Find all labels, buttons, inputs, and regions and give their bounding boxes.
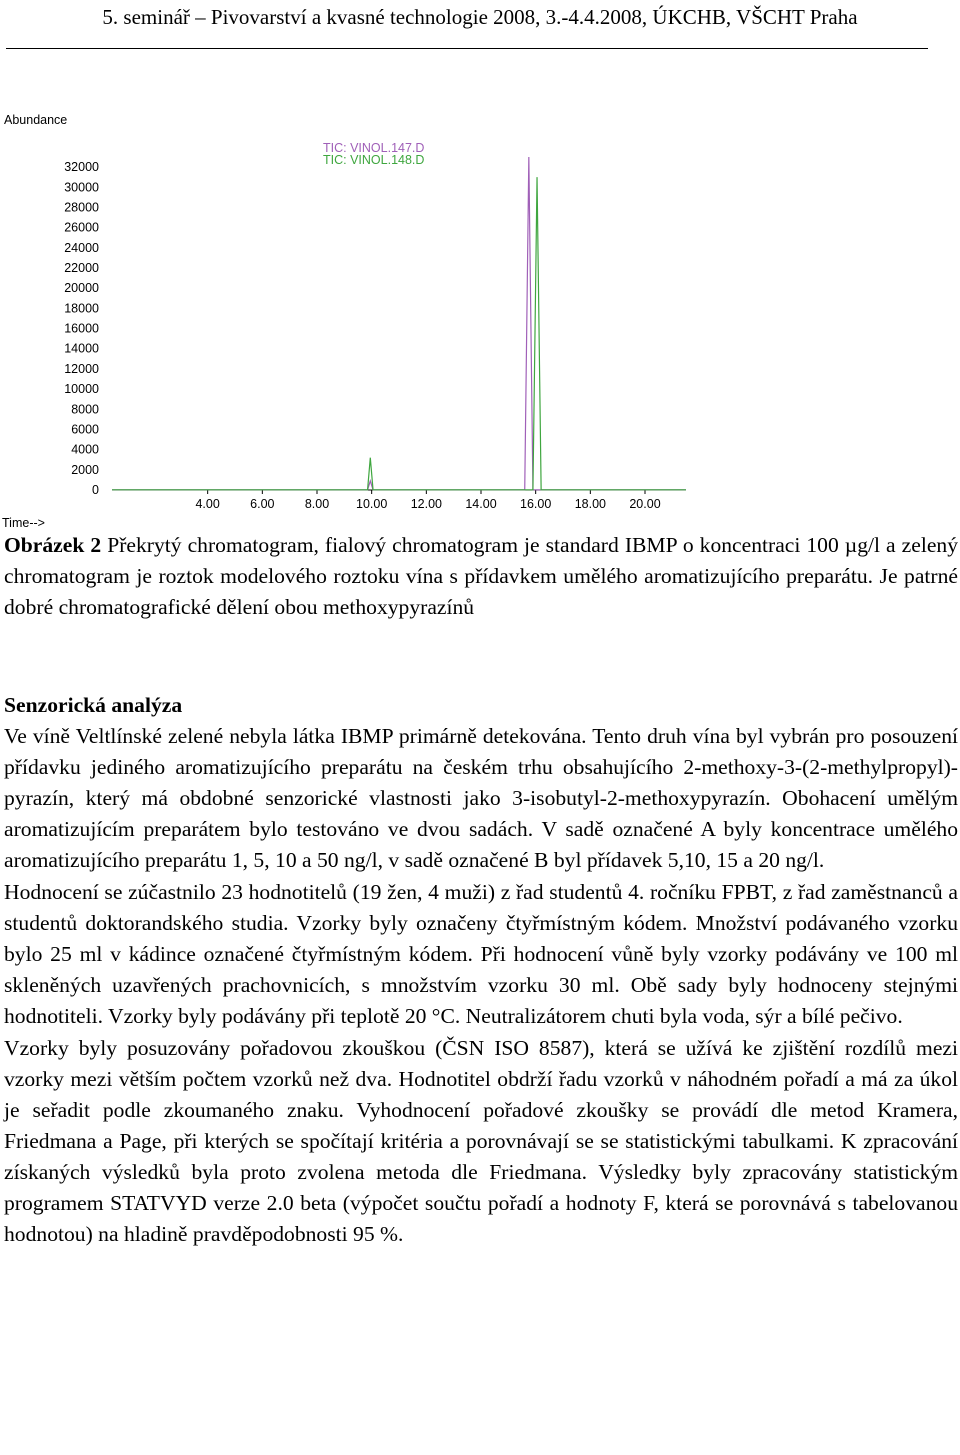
figure-caption-text: Překrytý chromatogram, fialový chromatogram je standard IBMP o koncentraci 100 µg/l a zelený chromatogram je roztok modelového roztoku vína s přídavkem umělého aromatizujícího preparátu. Je patrné dobré chromatografické dělení obou methoxypyrazínů	[4, 533, 959, 619]
figure-caption	[4, 530, 958, 623]
y-tick-label: 0	[92, 483, 99, 497]
section-title: Senzorická analýza	[4, 693, 183, 717]
x-tick-label: 4.00	[195, 497, 220, 511]
y-tick-label: 32000	[64, 160, 99, 175]
y-tick-label: 20000	[64, 281, 99, 296]
chart-legend	[323, 141, 424, 167]
x-tick-label: 10.00	[356, 497, 388, 511]
y-tick-label: 16000	[64, 321, 99, 336]
y-tick-label: 12000	[64, 361, 99, 376]
x-tick-label: 14.00	[465, 497, 497, 511]
page-header: 5. seminář – Pivovarství a kvasné technologie 2008, 3.-4.4.2008, ÚKCHB, VŠCHT Praha	[102, 5, 858, 29]
paragraph-ranking-test: Vzorky byly posuzovány pořadovou zkouškou (ČSN ISO 8587), která se užívá ke zjištění rozdílů mezi vzorky mezi větším počtem vzorků než dva. Hodnotitel obdrží řadu vzorků v náhodném pořadí a má za úkol je seřadit podle zkoumaného znaku. Vyhodnocení pořadové zkoušky se provádí dle metod Kramera, Friedmana a Page, při kterých se spočítají kritéria a porovnávají se se statistickými tabulkami. K zpracování získaných výsledků byla proto zvolena metoda dle Friedmana. Výsledky byly zpracovány statistickým programem STATVYD verze 2.0 beta (výpočet součtu pořadí a hodnoty F, která se porovnává s tabelovanou hodnotou) na hladině pravděpodobnosti 95 %.	[4, 1036, 958, 1246]
chromatogram-chart	[0, 100, 960, 530]
y-tick-label: 10000	[64, 382, 99, 397]
paragraph-evaluation: Hodnocení se zúčastnilo 23 hodnotitelů (19 žen, 4 muži) z řad studentů 4. ročníku FPBT, z řad zaměstnanců a studentů doktorandského studia. Vzorky byly označeny čtyřmístným kódem. Množství podávaného vzorku bylo 25 ml v kádince označené čtyřmístným kódem. Při hodnocení vůně byly vzorky podávány ve 100 ml skleněných uzavřených prachovnicích, s množstvím vzorku 30 ml. Obě sady byly hodnoceny stejnými hodnotiteli. Vzorky byly podávány při teplotě 20 °C. Neutralizátorem chuti byla voda, sýr a bílé pečivo.	[4, 880, 958, 1028]
x-tick-label: 12.00	[410, 497, 442, 511]
chromatogram-traces	[112, 157, 686, 490]
y-tick-label: 18000	[64, 301, 99, 316]
x-tick-label: 20.00	[629, 497, 661, 511]
x-axis-label: Time-->	[2, 516, 45, 530]
trace-series-1	[112, 157, 686, 490]
legend-entry-series-1: TIC: VINOL.147.D	[323, 141, 425, 155]
legend-entry-series-2: TIC: VINOL.148.D	[323, 153, 425, 167]
header-rule	[6, 48, 928, 49]
body-text	[4, 721, 958, 1250]
trace-series-2	[112, 177, 686, 490]
x-tick-label: 16.00	[520, 497, 552, 511]
x-tick-label: 8.00	[304, 497, 330, 511]
y-tick-label: 8000	[71, 402, 99, 417]
x-tick-labels	[195, 490, 660, 511]
figure-label: Obrázek 2	[4, 533, 102, 557]
y-tick-label: 30000	[64, 180, 99, 195]
y-tick-label: 26000	[64, 220, 99, 235]
y-tick-label: 4000	[71, 442, 99, 457]
y-tick-label: 22000	[64, 261, 99, 275]
paragraph-sample-preparation: Ve víně Veltlínské zelené nebyla látka IBMP primárně detekována. Tento druh vína byl vybrán pro posouzení přídavku jediného aromatizujícího preparátu na českém trhu obsahujícího 2-methoxy-3-(2-methylpropyl)-pyrazín, který má obdobné senzorické vlastnosti jako 3-isobutyl-2-methoxypyrazín. Obohacení umělým aromatizujícím preparátem bylo testováno ve dvou sadách. V sadě označené A byly koncentrace umělého aromatizujícího preparátu 1, 5, 10 a 50 ng/l, v sadě označené B byl přídavek 5,10, 15 a 20 ng/l.	[4, 724, 958, 872]
y-axis-label: Abundance	[4, 113, 68, 127]
y-tick-label: 28000	[64, 200, 99, 215]
y-tick-label: 2000	[71, 462, 99, 477]
y-tick-label: 14000	[64, 341, 99, 356]
x-tick-label: 18.00	[574, 497, 606, 511]
x-tick-label: 6.00	[250, 497, 275, 511]
y-tick-label: 24000	[64, 240, 99, 255]
y-tick-label: 6000	[71, 422, 99, 437]
y-tick-labels	[64, 160, 99, 497]
